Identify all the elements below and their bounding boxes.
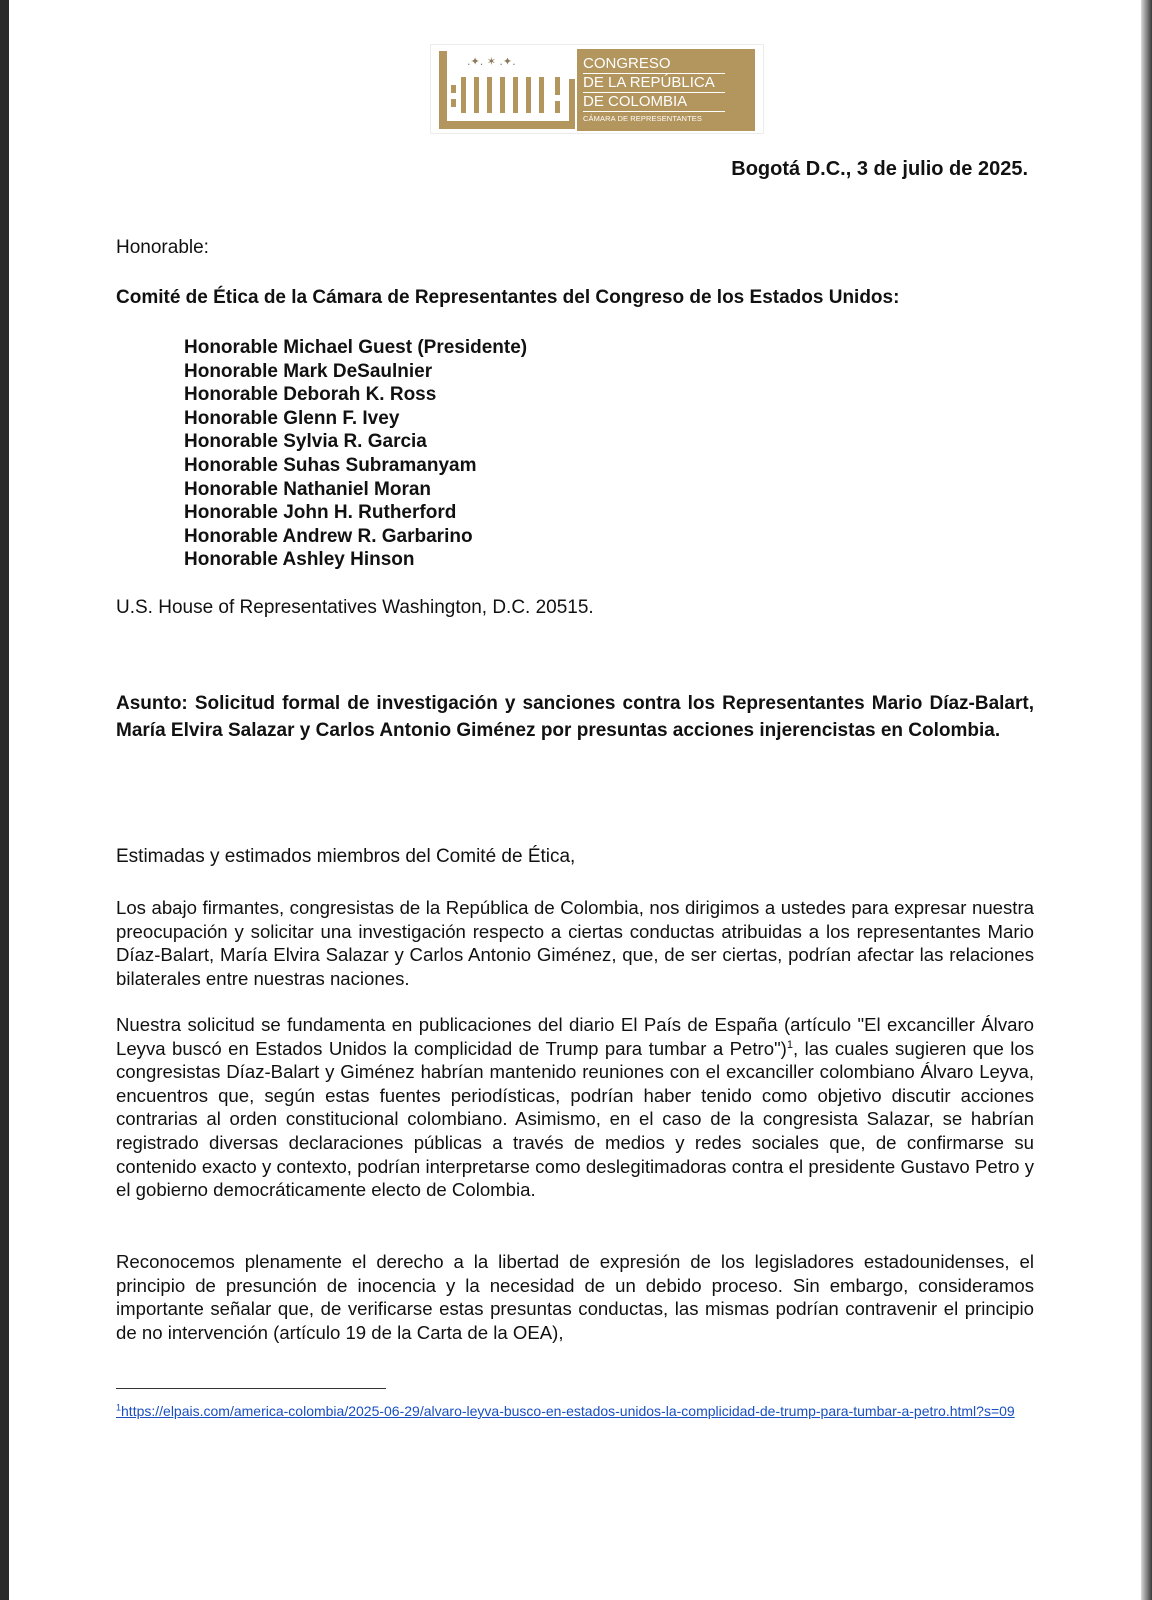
logo-wordmark (583, 56, 725, 127)
greeting: Estimadas y estimados miembros del Comité de Ética, (116, 846, 576, 867)
paragraph-2-text-b: , las cuales sugieren que los congresistas Díaz-Balart y Giménez habrían mantenido reuniones con el excanciller colombiano Álvaro Leyva, encuentros que, según estas fuentes periodísticas, podrían haber tenido como objetivo discutir acciones contrarias al orden constitucional colombiano. Asimismo, en el caso de la congresista Salazar, se habrían registrado diversas declaraciones públicas a través de medios y redes sociales que, de confirmarse su contenido exacto y contexto, podrían interpretarse como deslegitimadoras contra el presidente Gustavo Petro y el gobierno democráticamente electo de Colombia. (116, 1037, 1034, 1201)
recipient-address: U.S. House of Representatives Washington, D.C. 20515. (116, 597, 594, 618)
capitol-emblem-icon (437, 49, 577, 131)
logo-badge (437, 49, 755, 131)
footnote-link[interactable]: https://elpais.com/america-colombia/2025-06-29/alvaro-leyva-busco-en-estados-unidos-la-complicidad-de-trump-para-tumbar-a-petro.html?s=09 (121, 1403, 1015, 1419)
footnote (116, 1402, 1034, 1420)
body-paragraph-1: Los abajo firmantes, congresistas de la República de Colombia, nos dirigimos a ustedes para expresar nuestra preocupación y solicitar una investigación respecto a ciertas conductas atribuidas a los representantes Mario Díaz-Balart, María Elvira Salazar y Carlos Antonio Giménez, que, de ser ciertas, podrían afectar las relaciones bilaterales entre nuestras naciones. (116, 897, 1034, 989)
paragraph-2-text-a: Nuestra solicitud se fundamenta en publicaciones del diario El País de España (artículo "El excanciller Álvaro Leyva buscó en Estados Unidos la complicidad de Trump para tumbar a Petro") (116, 1014, 1034, 1059)
logo-line-3: DE COLOMBIA (583, 94, 725, 112)
letter-date: Bogotá D.C., 3 de julio de 2025. (731, 158, 1028, 180)
congress-logo (430, 44, 764, 134)
member-item: Honorable Sylvia R. Garcia (184, 431, 427, 453)
salutation: Honorable: (116, 237, 209, 258)
member-item: Honorable Suhas Subramanyam (184, 454, 477, 476)
footnote-divider (116, 1388, 386, 1389)
page-edge-shadow (1141, 0, 1152, 1600)
svg-text:.✦. ✶ .✦.: .✦. ✶ .✦. (467, 55, 516, 68)
member-item: Honorable Deborah K. Ross (184, 384, 437, 406)
member-item: Honorable Ashley Hinson (184, 549, 415, 571)
member-item: Honorable Michael Guest (Presidente) (184, 337, 528, 358)
footnote-reference: 1 (786, 1038, 794, 1051)
member-item: Honorable Glenn F. Ivey (184, 407, 400, 429)
member-item: Honorable Mark DeSaulnier (184, 360, 433, 382)
member-item: Honorable John H. Rutherford (184, 502, 457, 524)
body-paragraph-3: Reconocemos plenamente el derecho a la libertad de expresión de los legisladores estadounidenses, el principio de presunción de inocencia y la necesidad de un debido proceso. Sin embargo, consideramos importante señalar que, de verificarse estas presuntas conductas, las mismas podrían contravenir el principio de no intervención (artículo 19 de la Carta de la OEA), (116, 1251, 1034, 1343)
footnote-mark: 1 (116, 1402, 122, 1413)
member-item: Honorable Andrew R. Garbarino (184, 525, 473, 547)
body-paragraph-2 (116, 1013, 1034, 1202)
committee-members-list (184, 336, 527, 572)
logo-line-4: CÁMARA DE REPRESENTANTES (583, 114, 702, 123)
logo-line-2: DE LA REPÚBLICA (583, 75, 725, 93)
committee-heading: Comité de Ética de la Cámara de Representantes del Congreso de los Estados Unidos: (116, 287, 900, 308)
letter-page (9, 0, 1141, 1600)
member-item: Honorable Nathaniel Moran (184, 478, 432, 500)
logo-line-1: CONGRESO (583, 56, 725, 74)
subject-line: Asunto: Solicitud formal de investigación y sanciones contra los Representantes Mario Díaz-Balart, María Elvira Salazar y Carlos Antonio Giménez por presuntas acciones injerencistas en Colombia. (116, 693, 1034, 741)
